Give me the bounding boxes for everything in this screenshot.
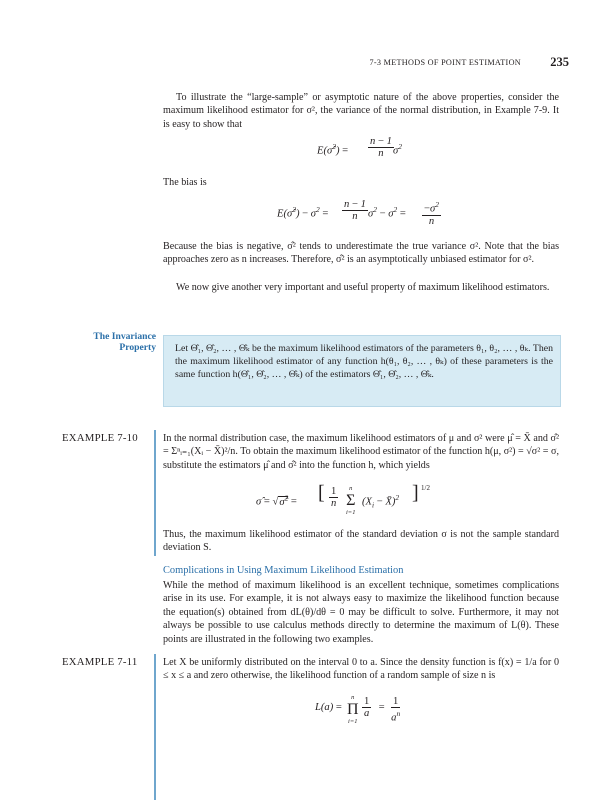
page-number: 235: [550, 55, 569, 69]
example-7-10-text: In the normal distribution case, the maximum likelihood estimators of μ and σ² were μ̂ = X̄ and σ̂² = Σⁿᵢ₌₁(Xᵢ − X̄)²/n. To obtain the maximum likelihood estimator of the function h(μ, σ²) = √σ² = σ, substitute the estimators μ̂ and σ̂² into the function h, which yields: [163, 433, 559, 471]
bias-intro: The bias is: [163, 177, 207, 188]
equation-likelihood: L(a) = n Π i=1 $\frac{1}{a}$ = $\frac{1}{a^n}$: [315, 694, 401, 725]
example-7-11-text: Let X be uniformly distributed on the interval 0 to a. Since the density function is f(x) = 1/a for 0 ≤ x ≤ a and zero otherwise, the likelihood function of a random sample of size n is: [163, 657, 559, 682]
running-header: [0, 55, 609, 75]
invariance-intro: We now give another very important and useful property of maximum likelihood estimators.: [176, 282, 550, 293]
section-heading: Complications in Using Maximum Likelihood Estimation: [163, 565, 404, 576]
complications-text: While the method of maximum likelihood is an excellent technique, sometimes complications arise in its use. For example, it is not always easy to maximize the likelihood function because the equation(s) obtained from dL(θ)/dθ = 0 may be difficult to solve. Furthermore, it may not always be possible to use calculus methods directly to determine the maximum of L(θ). These points are illustrated in the following two examples.: [163, 580, 559, 645]
example-label: EXAMPLE 7-10: [62, 432, 138, 444]
bias-paragraph: Because the bias is negative, σ̂² tends to underestimate the true variance σ². Note that the bias approaches zero as n increases. Therefore, σ̂² is an asymptotically unbiased estimator for σ².: [163, 241, 559, 266]
invariance-statement: Let Θ̂₁, Θ̂₂, … , Θ̂ₖ be the maximum likelihood estimators of the parameters θ₁, θ₂, … , θₖ. Then the maximum likelihood estimator of any function h(θ₁, θ₂, … , θₖ) of these parameters is the same function h(Θ̂₁, Θ̂₂, … , Θ̂ₖ) of the estimators Θ̂₁, Θ̂₂, … , Θ̂ₖ.: [175, 343, 553, 381]
equation-expected-variance: E(σ̂$^2$) = $\frac{n - 1}{n}$ $\sigma^2$: [317, 136, 402, 159]
intro-paragraph: To illustrate the “large-sample” or asymptotic nature of the above properties, consider the maximum likelihood estimator for σ², the variance of the normal distribution, in Example 7-9. It is easy to show that: [163, 92, 559, 130]
sidebar-label-invariance: The Invariance Property: [93, 331, 156, 354]
equation-bias: E(σ̂$^2$) − $\sigma^2$ = $\frac{n - 1}{n}$ $\sigma^2 - \sigma^2$ = $\frac{-\sigma^2}{n}$: [277, 199, 439, 227]
equation-sigma-hat: σ̂ = √σ̂$^2$ = [ $\frac{1}{n}$ n Σ i=1 ($X_i$ − X̄)$^2$ ] 1/2: [256, 482, 430, 516]
section-title: 7-3 METHODS OF POINT ESTIMATION: [369, 58, 521, 67]
example-label: EXAMPLE 7-11: [62, 656, 138, 668]
example-7-10-conclusion: Thus, the maximum likelihood estimator of the standard deviation σ is not the sample standard deviation S.: [163, 529, 559, 554]
